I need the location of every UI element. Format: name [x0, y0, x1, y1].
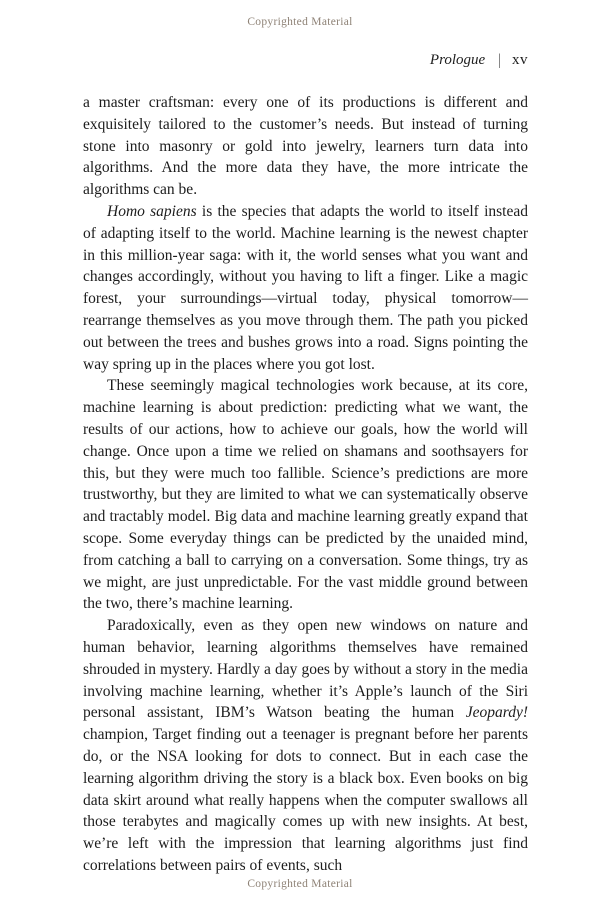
italic-text-run: Jeopardy! [465, 704, 528, 722]
page-number: xv [512, 52, 528, 68]
header-separator: | [498, 52, 501, 69]
running-head [83, 51, 528, 70]
text-run: champion, Target finding out a teenager is pregnant before her parents do, or the NSA looking for dots to connect. But in each case the learning algorithm driving the story is a black box. Even books on big data skirt around what really happens when the computer swallows all those terabytes and magically comes up with new insights. At best, we’re left with the impression that learning algorithms just find correlations between pairs of events, such [83, 726, 528, 874]
paragraph [83, 615, 528, 877]
copyright-notice-top: Copyrighted Material [247, 16, 353, 28]
paragraph [83, 92, 528, 201]
chapter-title: Prologue [429, 52, 486, 68]
italic-text-run: Homo sapiens [107, 202, 197, 220]
body-text [83, 92, 528, 877]
paragraph [83, 201, 528, 375]
copyright-notice-bottom: Copyrighted Material [247, 878, 353, 890]
paragraph [83, 375, 528, 615]
text-run: Paradoxically, even as they open new windows on nature and human behavior, learning algorithms themselves have remained shrouded in mystery. Hardly a day goes by without a story in the media involving machine learning, whether it’s Apple’s launch of the Siri personal assistant, IBM’s Watson beating the human [83, 617, 528, 722]
text-run: These seemingly magical technologies work because, at its core, machine learning is about prediction: predicting what we want, the results of our actions, how to achieve our goals, how the world will change. Once upon a time we relied on shamans and soothsayers for this, but they were much too fallible. Science’s predictions are more trustworthy, but they are limited to what we can systematically observe and tractably model. Big data and machine learning greatly expand that scope. Some everyday things can be predicted by the unaided mind, from catching a ball to carrying on a conversation. Some things, try as we might, are just unpredictable. For the vast middle ground between the two, there’s machine learning. [83, 377, 528, 613]
text-run: a master craftsman: every one of its productions is different and exquisitely tailored to the customer’s needs. But instead of turning stone into masonry or gold into jewelry, learners turn data into algorithms. And the more data they have, the more intricate the algorithms can be. [83, 94, 528, 199]
text-run: is the species that adapts the world to itself instead of adapting itself to the world. Machine learning is the newest chapter in this million-year saga: with it, the world senses what you want and changes accordingly, without you having to lift a finger. Like a magic forest, your surroundings—virtual today, physical tomorrow—rearrange themselves as you move through them. The path you picked out between the trees and bushes grows into a road. Signs pointing the way spring up in the places where you got lost. [83, 202, 528, 373]
